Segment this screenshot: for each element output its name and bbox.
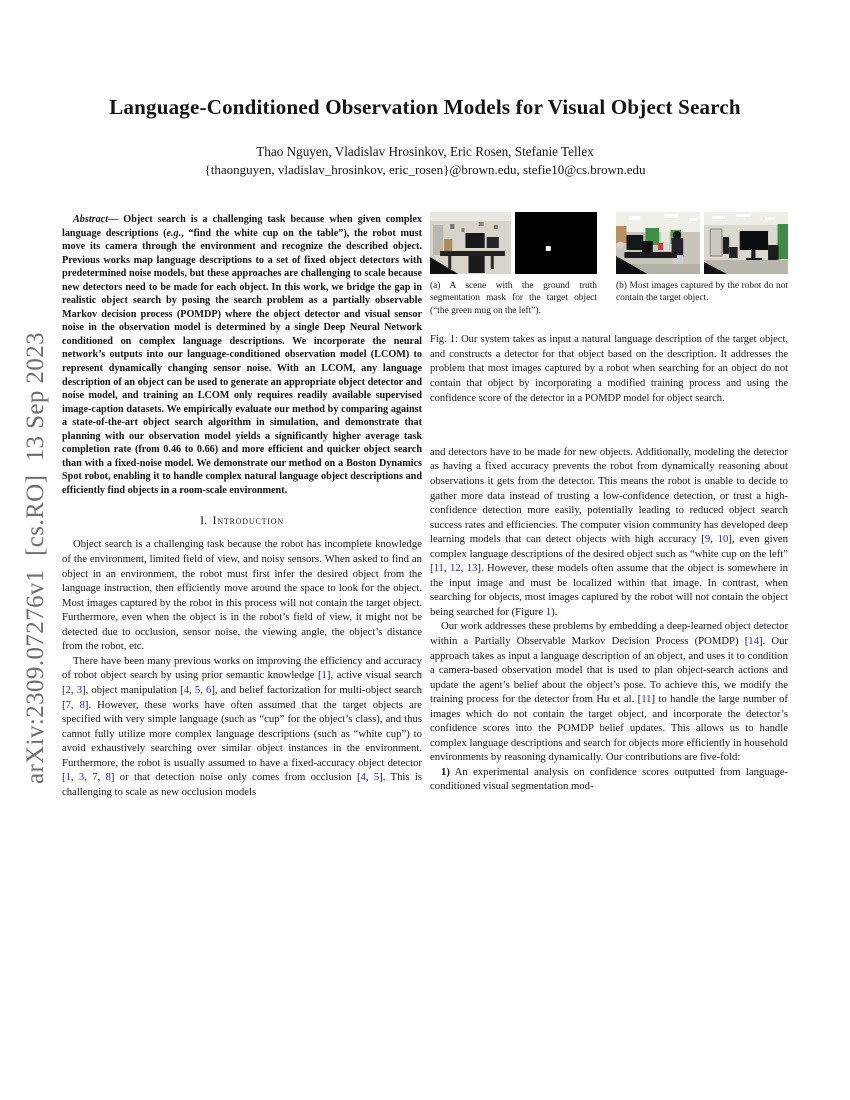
authors-line: Thao Nguyen, Vladislav Hrosinkov, Eric Rosen, Stefanie Tellex: [256, 144, 594, 159]
citation-link[interactable]: 7: [65, 698, 71, 711]
citation-link[interactable]: 5: [194, 683, 201, 696]
citation-link[interactable]: 3: [76, 683, 83, 696]
paragraph-continuation: and detectors have to be made for new objects. Additionally, modeling the detector as having a fixed accuracy prevents the robot from dynamically reasoning about observations it gets from the detector. This means the robot is unable to decide to gather more data instead of trusting a low-confidence detection, or trust a high-confidence detection more easily, potentially leading to reduced object search success rates and efficiencies. The computer vision community has developed deep learning models that can detect objects with high accuracy [9, 10], even given complex language descriptions of the desired object such as “white cup on the left” [11, 12, 13]. However, these models often assume that the object is somewhere in the input image and must be localized within that image. In contrast, when searching for objects, most images captured by the robot will not contain the object being searched for (Figure 1).: [430, 445, 789, 618]
emails-line: {thaonguyen, vladislav_hrosinkov, eric_rosen}@brown.edu, stefie10@cs.brown.edu: [204, 162, 646, 177]
citation-link[interactable]: 11: [433, 562, 444, 575]
photo-segmentation-mask: [515, 212, 597, 274]
contribution-text: An experimental analysis on confidence scores outputted from language-conditioned visual segmentation mod-: [430, 765, 788, 793]
citation-link[interactable]: 13: [466, 562, 478, 575]
citation-link[interactable]: 1: [65, 771, 71, 784]
left-column: [62, 213, 422, 799]
subfigure-b-caption: (b) Most images captured by the robot do not contain the target object.: [616, 281, 788, 304]
abstract-label: Abstract: [73, 214, 109, 225]
contribution-item-1: [430, 765, 788, 794]
citation-link[interactable]: 6: [205, 683, 212, 696]
subfigure-b: [616, 212, 788, 317]
citation-link[interactable]: 3: [78, 771, 85, 784]
photo-robot-view-office: [616, 212, 700, 274]
our-work-paragraph: Our work addresses these problems by embedding a deep-learned object detector within a Partially Observable Markov Decision Process (POMDP) [14]. Our approach takes as input a language description of an object, and uses it to condition a camera-based observation model that is used to plan object-search actions and update the agent’s belief about the object’s pose. To achieve this, we modify the training process for the detector from Hu et al. [11] to handle the large number of images which do not contain the target object, and incorporate the detector’s confidence scores into the POMDP belief updates. This allows us to handle complex language descriptions and search for objects more efficiently in household environments by reasoning dynamically. Our contributions are five-fold:: [430, 620, 788, 764]
section-heading-introduction: [62, 514, 422, 527]
citation-link[interactable]: 11: [641, 693, 652, 706]
citation-link[interactable]: 5: [373, 771, 380, 784]
subfigure-a: [430, 212, 597, 317]
citation-link[interactable]: 1: [545, 605, 552, 618]
arxiv-watermark: arXiv:2309.07276v1 [cs.RO] 13 Sep 2023: [22, 331, 49, 785]
section-label: Introduction: [212, 514, 284, 528]
figure-1-caption: Fig. 1: Our system takes as input a natural language description of the target object, and constructs a detector for that object based on the description. It addresses the problem that most images captured by a robot when searching for an object do not contain that object by incorporating a modified training process and using the confidence score of the detector in a POMDP model for object search.: [430, 333, 788, 405]
citation-link[interactable]: 8: [79, 698, 85, 711]
citation-link[interactable]: 4: [183, 683, 190, 696]
section-number: I.: [200, 514, 207, 528]
citation-link[interactable]: 9: [704, 533, 711, 546]
citation-link[interactable]: 14: [748, 634, 759, 647]
citation-link[interactable]: 10: [717, 533, 729, 546]
citation-link[interactable]: 12: [449, 562, 461, 575]
citation-link[interactable]: 2: [65, 683, 71, 696]
abstract-dash: —: [108, 214, 124, 225]
citation-link[interactable]: 1: [321, 669, 327, 682]
photo-scene-with-mug: [430, 212, 511, 274]
intro-paragraph-2: There have been many previous works on improving the efficiency and accuracy of robot object search by using prior semantic knowledge [1], active visual search [2, 3], object manipulation [4, 5, 6], and belief factorization for multi-object search [7, 8]. However, these works have often assumed that the target objects are specified with very simple language (such as “cup” for the object’s class), and thus cannot fully utilize more complex language descriptions (such as “white cup”) to avoid exhaustively searching over similar object instances in the environment. Furthermore, the robot is usually assumed to have a fixed-accuracy object detector [1, 3, 7, 8] or that detection noise only comes from occlusion [4, 5]. This is challenging to scale as new occlusion models: [62, 654, 423, 798]
citation-link[interactable]: 4: [360, 771, 366, 784]
abstract-section: [62, 213, 422, 497]
intro-paragraph-1: Object search is a challenging task because the robot has incomplete knowledge of the environment, limited field of view, and noisy sensors. When asked to find an object in an environment, the robot must first infer the desired object from the language instruction, then efficiently move around the space to look for the object. Most images captured by the robot in this process will not contain the target object. Furthermore, even when the object is in the robot’s field of view, it might not be detected due to occlusion, sensor noise, the viewing angle, the object’s distance from the robot, etc.: [62, 538, 422, 653]
photo-robot-view-tv-room: [704, 212, 788, 274]
right-column: [430, 212, 788, 794]
citation-link[interactable]: 7: [92, 771, 98, 784]
paper-title: Language-Conditioned Observation Models for Visual Object Search: [109, 95, 741, 119]
figure-1: [430, 212, 788, 317]
citation-link[interactable]: 8: [105, 771, 111, 784]
subfigure-a-caption: (a) A scene with the ground truth segmentation mask for the target object (“the green mug on the left”).: [430, 281, 597, 316]
contribution-number: 1): [441, 765, 450, 778]
abstract-text: Object search is a challenging task because when given complex language descriptions (e.g., “find the white cup on the table”), the robot must move its camera through the environment and recognize the described object. Previous works map language descriptions to a set of fixed object detectors with predetermined noise models, but these approaches are challenging to scale because new detectors need to be made for each object. In this work, we bridge the gap in realistic object search by posing the search problem as a partially observable Markov decision process (POMDP) where the object detector and visual sensor noise in the observation model is determined by a single Deep Neural Network conditioned on complex language descriptions. We incorporate the neural network’s outputs into our language-conditioned observation model (LCOM) to represent dynamically changing sensor noise. With an LCOM, any language description of an object can be used to generate an appropriate object detector and noise model, and training an LCOM only requires readily available supervised image-caption datasets. We empirically evaluate our method by comparing against a state-of-the-art object search algorithm in simulation, and demonstrate that planning with our observation model yields a significantly higher average task completion rate (from 0.46 to 0.66) and more efficient and quicker object search than with a fixed-noise model. We demonstrate our method on a Boston Dynamics Spot robot, enabling it to handle complex natural language object descriptions and efficiently find objects in a room-scale environment.: [62, 214, 422, 496]
